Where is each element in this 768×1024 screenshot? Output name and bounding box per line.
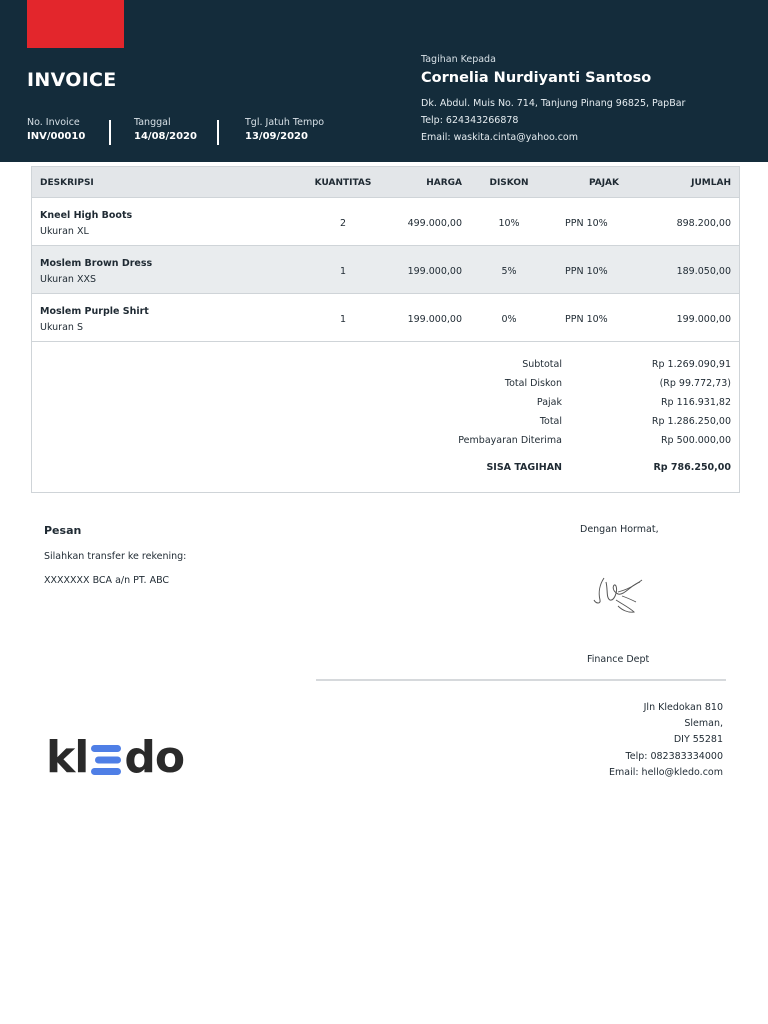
company-address-line: DIY 55281: [673, 734, 723, 745]
item-amount: 898.200,00: [676, 218, 731, 229]
item-description: Ukuran XXS: [40, 274, 96, 285]
balance-due-row: [32, 462, 739, 476]
item-price: 199.000,00: [407, 266, 462, 277]
total-discount-row: [32, 378, 739, 392]
footer-divider: [316, 679, 726, 681]
items-table: [31, 166, 740, 493]
due-date-block: [245, 117, 324, 142]
company-address-line: Sleman,: [684, 718, 723, 729]
column-header-amount: JUMLAH: [691, 178, 731, 188]
bill-to-phone: Telp: 624343266878: [421, 115, 519, 126]
due-date: 13/09/2020: [245, 131, 308, 142]
item-discount: 10%: [498, 218, 520, 229]
summary-value: Rp 116.931,82: [660, 397, 731, 408]
company-phone: Telp: 082383334000: [625, 751, 723, 762]
summary-value: (Rp 99.772,73): [659, 378, 731, 389]
item-tax: PPN 10%: [565, 218, 608, 229]
signoff-greeting: Dengan Hormat,: [580, 524, 659, 535]
table-header: [32, 167, 739, 198]
item-tax: PPN 10%: [565, 266, 608, 277]
message-line: Silahkan transfer ke rekening:: [44, 551, 187, 562]
invoice-number-block: [27, 117, 85, 142]
tax-row: [32, 397, 739, 411]
column-header-quantity: KUANTITAS: [314, 178, 372, 188]
bill-to-label: Tagihan Kepada: [421, 54, 496, 65]
message-title: Pesan: [44, 524, 82, 537]
item-description: Ukuran S: [40, 322, 83, 333]
table-row: [32, 246, 739, 294]
summary-label: Pembayaran Diterima: [458, 435, 562, 446]
logo-text-left: kl: [46, 732, 89, 783]
logo-text-right: do: [124, 732, 185, 783]
invoice-date-label: Tanggal: [134, 117, 171, 128]
header-divider: [217, 120, 219, 145]
signoff-department: Finance Dept: [587, 654, 650, 665]
invoice-header: [0, 0, 768, 162]
bill-to-block: [421, 54, 685, 143]
summary-label: Subtotal: [522, 359, 562, 370]
header-divider: [109, 120, 111, 145]
item-name: Kneel High Boots: [40, 210, 133, 221]
column-header-discount: DISKON: [489, 178, 529, 188]
invoice-date: 14/08/2020: [134, 131, 197, 142]
summary-value: Rp 1.269.090,91: [651, 359, 731, 370]
item-quantity: 1: [339, 314, 347, 325]
item-amount: 199.000,00: [676, 314, 731, 325]
summary-label: Total Diskon: [504, 378, 562, 389]
total-row: [32, 416, 739, 430]
item-discount: 0%: [501, 314, 517, 325]
company-logo: [46, 733, 184, 783]
payment-received-row: [32, 435, 739, 449]
summary-value: Rp 1.286.250,00: [651, 416, 731, 427]
item-tax: PPN 10%: [565, 314, 608, 325]
brand-accent-block: [27, 0, 124, 48]
table-row: [32, 198, 739, 246]
item-name: Moslem Purple Shirt: [40, 306, 149, 317]
bill-to-address: Dk. Abdul. Muis No. 714, Tanjung Pinang 96825, PapBar: [421, 98, 686, 109]
invoice-number-label: No. Invoice: [27, 117, 80, 128]
company-email: Email: hello@kledo.com: [608, 767, 723, 778]
item-amount: 189.050,00: [676, 266, 731, 277]
summary-label: Total: [539, 416, 562, 427]
item-name: Moslem Brown Dress: [40, 258, 153, 269]
due-date-label: Tgl. Jatuh Tempo: [245, 117, 325, 128]
summary-label: Pajak: [536, 397, 562, 408]
item-price: 499.000,00: [407, 218, 462, 229]
item-price: 199.000,00: [407, 314, 462, 325]
column-header-price: HARGA: [426, 178, 462, 188]
summary-label: SISA TAGIHAN: [486, 462, 562, 473]
logo-e-mark-icon: [89, 741, 123, 779]
summary-value: Rp 786.250,00: [653, 462, 731, 473]
invoice-number: INV/00010: [27, 131, 86, 142]
invoice-title: INVOICE: [27, 69, 117, 91]
column-header-description: DESKRIPSI: [40, 178, 94, 188]
column-header-tax: PAJAK: [588, 178, 619, 188]
invoice-date-block: [134, 117, 197, 142]
bill-to-name: Cornelia Nurdiyanti Santoso: [421, 70, 652, 86]
item-quantity: 2: [339, 218, 347, 229]
company-address-line: Jln Kledokan 810: [643, 702, 723, 713]
item-quantity: 1: [339, 266, 347, 277]
bill-to-email: Email: waskita.cinta@yahoo.com: [421, 132, 578, 143]
subtotal-row: [32, 359, 739, 373]
item-description: Ukuran XL: [40, 226, 89, 237]
signature-image: [588, 570, 652, 616]
summary-value: Rp 500.000,00: [660, 435, 731, 446]
item-discount: 5%: [501, 266, 517, 277]
table-row: [32, 294, 739, 342]
message-line: XXXXXXX BCA a/n PT. ABC: [44, 575, 170, 586]
